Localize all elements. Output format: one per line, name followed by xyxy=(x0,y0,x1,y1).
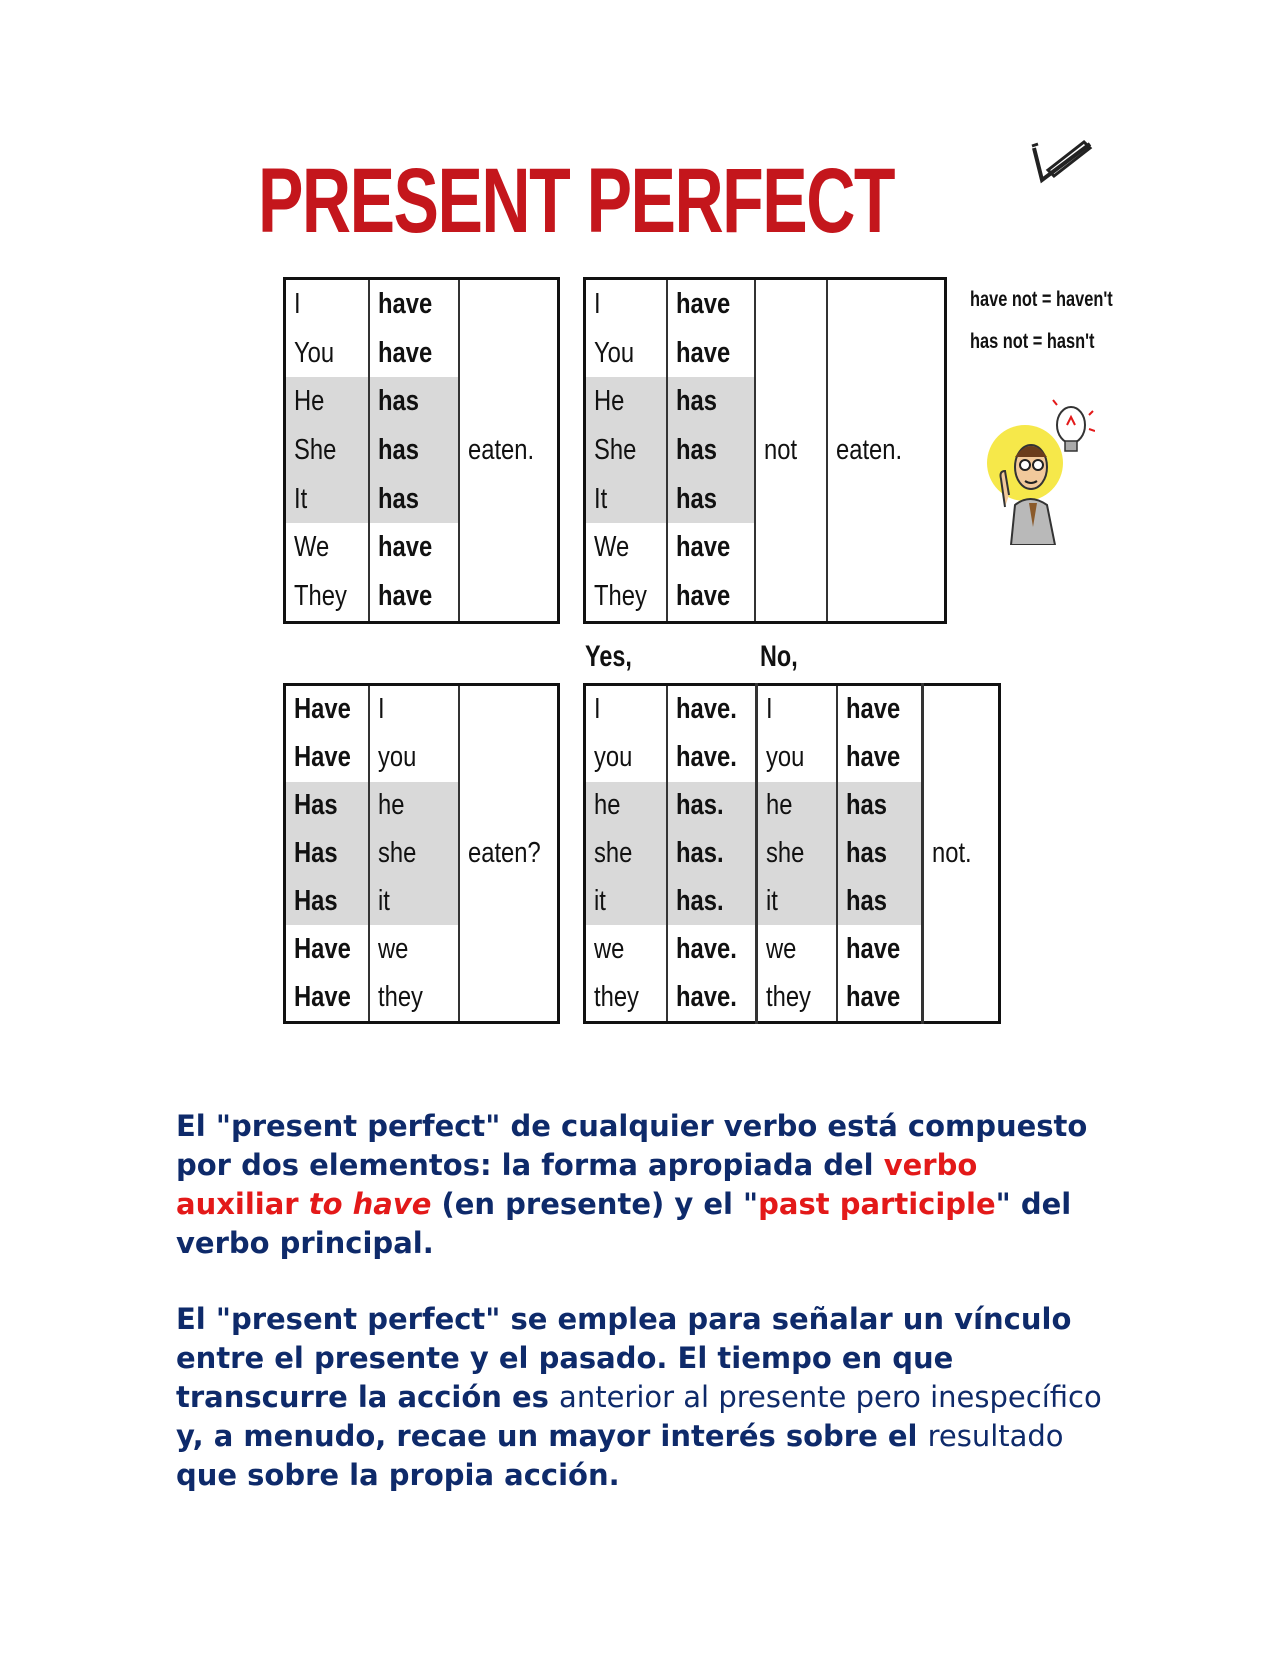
affirmative-table xyxy=(283,277,560,624)
subject-cell: you xyxy=(369,734,459,782)
text-run-regular: anterior al presente pero inespecífico xyxy=(559,1380,1102,1414)
contraction-note-1: have not = haven't xyxy=(970,288,1113,311)
table-row xyxy=(285,685,559,734)
text-run: (en presente) y el " xyxy=(431,1187,759,1221)
text-run: " del verbo principal. xyxy=(176,1187,1072,1260)
no-aux-cell: have xyxy=(837,734,923,782)
aux-cell: Have xyxy=(294,980,351,1013)
table-row xyxy=(585,279,946,329)
participle-cell: eaten. xyxy=(459,279,559,623)
subject-cell: You xyxy=(294,336,335,369)
yes-aux-cell: have. xyxy=(667,685,757,734)
aux-cell: have xyxy=(667,279,755,329)
subject-cell: we xyxy=(369,925,459,973)
short-answers-table xyxy=(583,683,1001,1024)
yes-label: Yes, xyxy=(585,640,632,673)
text-run: que sobre la propia acción. xyxy=(176,1458,620,1492)
aux-cell: have xyxy=(369,329,459,378)
aux-cell: have xyxy=(369,523,459,572)
no-subject-cell: you xyxy=(757,734,837,782)
no-aux-cell: has xyxy=(837,877,923,925)
subject-cell: He xyxy=(285,377,369,426)
paragraph-composition xyxy=(176,1107,1106,1263)
subject-cell: We xyxy=(594,531,630,564)
aux-cell: Have xyxy=(294,741,351,774)
yes-subject-cell: I xyxy=(594,693,601,726)
aux-cell: have xyxy=(667,572,755,622)
aux-cell: has xyxy=(369,475,459,524)
question-table xyxy=(283,683,560,1024)
aux-cell: have xyxy=(369,572,459,622)
negative-table xyxy=(583,277,947,624)
aux-cell: has xyxy=(667,377,755,426)
teacher-idea-illustration xyxy=(985,395,1095,545)
subject-cell: They xyxy=(294,580,347,613)
text-run: El "present perfect" se emplea para señalar un vínculo entre el presente y el pasado. El tiempo en que transcurre la acción es xyxy=(176,1302,1072,1414)
no-aux-cell: have xyxy=(837,685,923,734)
no-aux-cell: have xyxy=(837,973,923,1023)
table-row xyxy=(585,685,1000,734)
yes-aux-cell: have. xyxy=(667,925,757,973)
text-run: El "present perfect" de cualquier verbo está compuesto por dos elementos: la forma apropiada del xyxy=(176,1109,1088,1182)
subject-cell: I xyxy=(369,685,459,734)
subject-cell: We xyxy=(294,531,330,564)
aux-cell: Have xyxy=(294,693,351,726)
subject-cell: they xyxy=(369,973,459,1023)
yes-subject-cell: they xyxy=(594,980,639,1013)
text-run-highlight: to have xyxy=(308,1187,432,1221)
no-subject-cell: they xyxy=(757,973,837,1023)
text-run-highlight: verbo auxiliar xyxy=(176,1148,978,1221)
yes-aux-cell: have. xyxy=(667,973,757,1023)
participle-cell: eaten? xyxy=(459,685,559,1023)
subject-cell: he xyxy=(369,782,459,830)
pencil-check-icon xyxy=(1028,140,1098,190)
contraction-note-2: has not = hasn't xyxy=(970,330,1095,353)
no-aux-cell: has xyxy=(837,782,923,830)
subject-cell: You xyxy=(594,336,635,369)
subject-cell: It xyxy=(285,475,369,524)
yes-aux-cell: have. xyxy=(667,734,757,782)
subject-cell: She xyxy=(585,426,667,475)
subject-cell: it xyxy=(369,877,459,925)
table-row xyxy=(285,279,559,329)
aux-cell: Has xyxy=(285,877,369,925)
participle-cell: eaten. xyxy=(827,279,946,623)
no-subject-cell: she xyxy=(757,830,837,878)
text-run: y, a menudo, recae un mayor interés sobre el xyxy=(176,1419,928,1453)
aux-cell: have xyxy=(667,329,755,378)
aux-cell: Have xyxy=(294,932,351,965)
yes-aux-cell: has. xyxy=(667,877,757,925)
yes-aux-cell: has. xyxy=(667,830,757,878)
subject-cell: He xyxy=(585,377,667,426)
yes-subject-cell: it xyxy=(585,877,667,925)
subject-cell: It xyxy=(585,475,667,524)
subject-cell: They xyxy=(594,580,647,613)
subject-cell: I xyxy=(294,287,301,320)
aux-cell: has xyxy=(369,377,459,426)
text-run-highlight: past participle xyxy=(758,1187,996,1221)
yes-subject-cell: you xyxy=(594,741,633,774)
aux-cell: Has xyxy=(285,782,369,830)
no-subject-cell: I xyxy=(757,685,837,734)
no-aux-cell: have xyxy=(837,925,923,973)
aux-cell: has xyxy=(667,426,755,475)
aux-cell: have xyxy=(667,523,755,572)
aux-cell: Has xyxy=(285,830,369,878)
no-subject-cell: he xyxy=(757,782,837,830)
aux-cell: have xyxy=(369,279,459,329)
yes-aux-cell: has. xyxy=(667,782,757,830)
subject-cell: She xyxy=(285,426,369,475)
no-subject-cell: it xyxy=(757,877,837,925)
yes-subject-cell: he xyxy=(585,782,667,830)
not-cell: not. xyxy=(923,685,1000,1023)
no-subject-cell: we xyxy=(757,925,837,973)
aux-cell: has xyxy=(369,426,459,475)
paragraph-usage xyxy=(176,1300,1106,1495)
subject-cell: I xyxy=(594,287,601,320)
not-cell: not xyxy=(755,279,827,623)
yes-subject-cell: she xyxy=(585,830,667,878)
no-label: No, xyxy=(760,640,798,673)
text-run-regular: resultado xyxy=(927,1419,1064,1453)
subject-cell: she xyxy=(369,830,459,878)
yes-subject-cell: we xyxy=(594,932,625,965)
page-title: PRESENT PERFECT xyxy=(258,150,894,252)
no-aux-cell: has xyxy=(837,830,923,878)
aux-cell: has xyxy=(667,475,755,524)
